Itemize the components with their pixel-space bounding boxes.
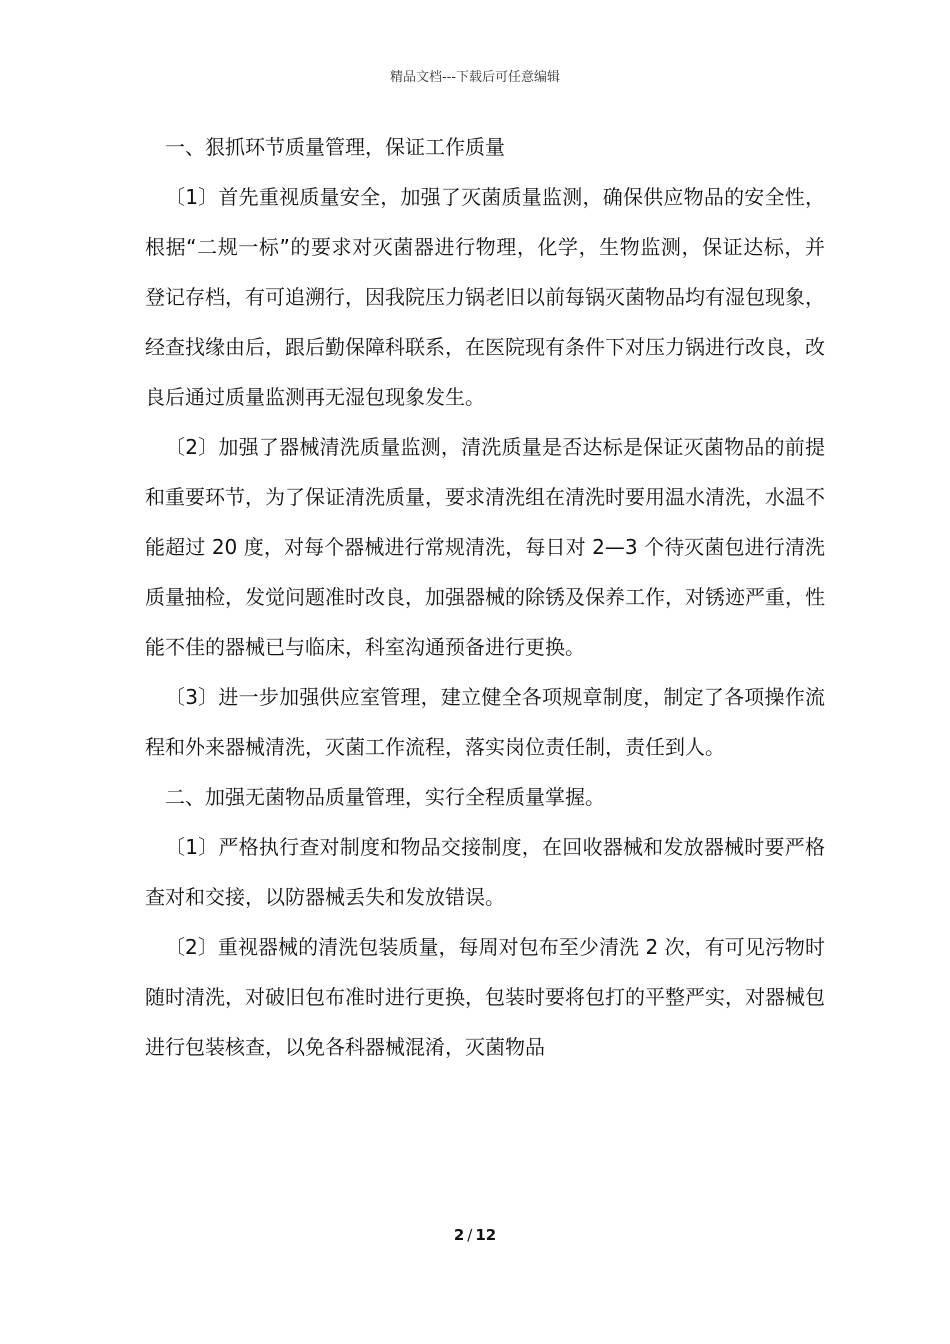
page-header: 精品文档---下载后可任意编辑 — [389, 70, 561, 85]
paragraph-1-1: 〔1〕首先重视质量安全，加强了灭菌质量监测，确保供应物品的安全性，根据“二规一标”的要求对灭菌器进行物理，化学，生物监测，保证达标，并登记存档，有可追溯行，因我院压力锅老旧以前每锅灭菌物品均有湿包现象，经查找缘由后，跟后勤保障科联系，在医院现有条件下对压力锅进行改良，改良后通过质量监测再无湿包现象发生。 — [145, 185, 825, 409]
paragraph-1-3: 〔3〕进一步加强供应室管理，建立健全各项规章制度，制定了各项操作流程和外来器械清洗，灭菌工作流程，落实岗位责任制，责任到人。 — [145, 685, 825, 759]
paragraph-2-1: 〔1〕严格执行查对制度和物品交接制度，在回收器械和发放器械时要严格查对和交接，以防器械丢失和发放错误。 — [145, 835, 825, 909]
current-page: 2 — [453, 1226, 465, 1244]
total-pages: 12 — [475, 1226, 497, 1244]
page-number — [0, 1226, 950, 1244]
paragraph-2-2: 〔2〕重视器械的清洗包装质量，每周对包布至少清洗 2 次，有可见污物时随时清洗，对破旧包布准时进行更换，包装时要将包打的平整严实，对器械包进行包装核查，以免各科器械混淆，灭菌物品 — [145, 935, 825, 1059]
paragraph-1-2: 〔2〕加强了器械清洗质量监测，清洗质量是否达标是保证灭菌物品的前提和重要环节，为了保证清洗质量，要求清洗组在清洗时要用温水清洗，水温不能超过 20 度，对每个器械进行常规清洗，每日对 2—3 个待灭菌包进行清洗质量抽检，发觉问题准时改良，加强器械的除锈及保养工作，对锈迹严重，性能不佳的器械已与临床，科室沟通预备进行更换。 — [145, 435, 825, 659]
document-body — [145, 122, 825, 1072]
section-heading-2: 二、加强无菌物品质量管理，实行全程质量掌握。 — [165, 785, 605, 809]
page-separator: / — [467, 1226, 473, 1244]
section-heading-1: 一、狠抓环节质量管理，保证工作质量 — [165, 135, 505, 159]
